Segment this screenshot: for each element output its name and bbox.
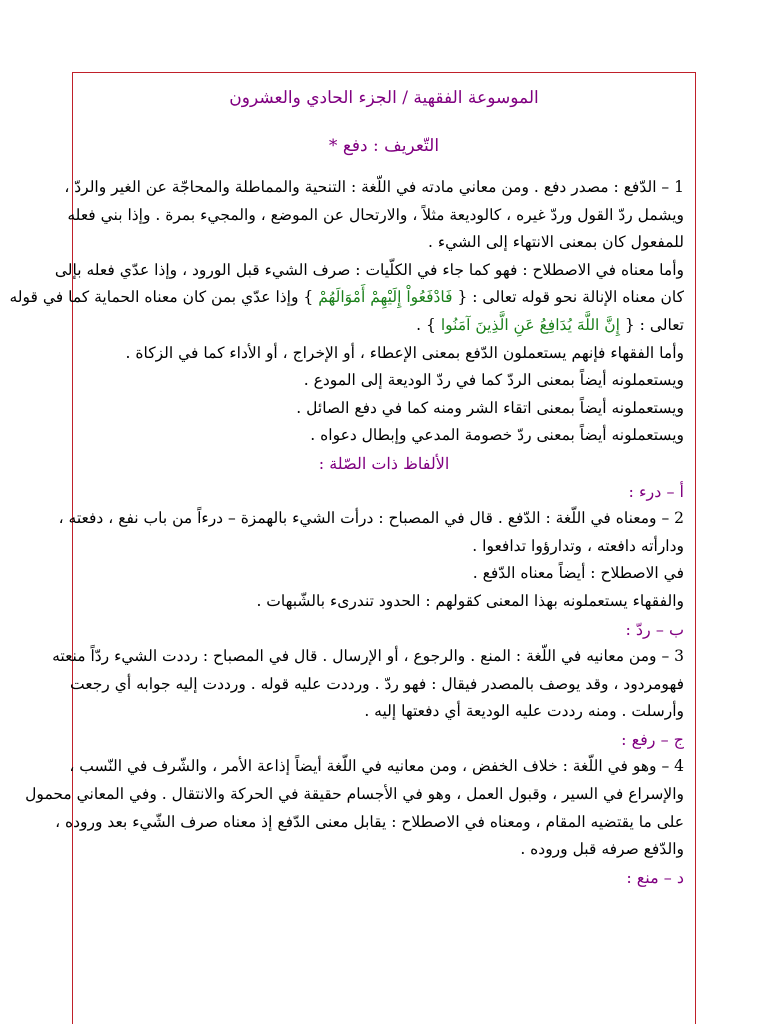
- text-line: والدّفع صرفه قبل وروده .: [520, 840, 684, 859]
- text-lines: [9, 174, 684, 891]
- text-line: ويشمل ردّ القول وردّ غيره ، كالوديعة مثلاً ، والارتحال عن الموضع ، والمجيء بمرة . وإذا بني فعله: [67, 205, 684, 224]
- entry-title: التّعريف : دفع *: [328, 136, 440, 156]
- document-title: الموسوعة الفقهية / الجزء الحادي والعشرون: [229, 88, 539, 108]
- text-line: وأما الفقهاء فإنهم يستعملون الدّفع بمعنى الإعطاء ، أو الإخراج ، أو الأداء كما في الزكاة .: [125, 343, 684, 362]
- text-line: وأرسلت . ومنه رددت عليه الوديعة أي دفعتها إليه .: [364, 702, 684, 721]
- section-heading: ج – رفع :: [621, 729, 684, 749]
- text-fragment: } .: [416, 315, 441, 334]
- quran-quote: فَادْفَعُواْ إِلَيْهِمْ أَمْوَالَهُمْ: [318, 288, 453, 307]
- section-heading: د – منع :: [626, 867, 684, 887]
- section-heading: ب – ردّ :: [625, 619, 684, 639]
- text-line: وأما معناه في الاصطلاح : فهو كما جاء في الكلّيات : صرف الشيء قبل الورود ، وإذا عدّي فعله بإلى: [54, 260, 684, 279]
- text-line: ويستعملونه أيضاً بمعنى الردّ كما في ردّ الوديعة إلى المودع .: [303, 371, 684, 390]
- section-heading: أ – درء :: [628, 481, 684, 501]
- text-fragment: } وإذا عدّي بمن كان معناه الحماية كما في قوله: [9, 288, 319, 307]
- text-line: [84, 312, 684, 340]
- text-line: 1 – الدّفع : مصدر دفع . ومن معاني مادته في اللّغة : التنحية والمماطلة والمحاجّة عن الغير والردّ ،: [64, 178, 684, 196]
- text-line: ودارأته دافعته ، وتدارؤوا تدافعوا .: [472, 536, 684, 555]
- section-heading: الألفاظ ذات الصّلة :: [318, 453, 450, 473]
- document-body: [9, 78, 684, 891]
- text-line: للمفعول كان بمعنى الانتهاء إلى الشيء .: [427, 233, 684, 252]
- text-line: 4 – وهو في اللّغة : خلاف الخفض ، ومن معانيه في اللّغة أيضاً إذاعة الأمر ، والشّرف في النّسب ،: [69, 757, 684, 776]
- text-line: ويستعملونه أيضاً بمعنى اتقاء الشر ومنه كما في دفع الصائل .: [296, 398, 684, 417]
- quran-quote: إِنَّ اللَّهَ يُدَافِعُ عَنِ الَّذِينَ آمَنُوا: [440, 315, 620, 334]
- text-line: [9, 284, 684, 312]
- text-line: في الاصطلاح : أيضاً معناه الدّفع .: [472, 564, 684, 583]
- text-line: على ما يقتضيه المقام ، ومعناه في الاصطلاح : يقابل معنى الدّفع إذ معناه صرف الشّيء بعد وروده ،: [55, 812, 684, 831]
- text-line: فهومردود ، وقد يوصف بالمصدر فيقال : فهو ردّ . ورددت عليه قوله . ورددت إليه جوابه أي رجعت: [70, 674, 684, 693]
- text-line: والإسراع في السير ، وقبول العمل ، وهو في الأجسام حقيقة في الحركة والانتقال . وفي المعاني محمول: [25, 785, 684, 804]
- text-line: ويستعملونه أيضاً بمعنى ردّ خصومة المدعي وإبطال دعواه .: [310, 426, 684, 445]
- text-fragment: كان معناه الإنالة نحو قوله تعالى : {: [452, 288, 684, 307]
- text-line: والفقهاء يستعملونه بهذا المعنى كقولهم : الحدود تندرىء بالشّبهات .: [256, 591, 684, 610]
- text-line: 2 – ومعناه في اللّغة : الدّفع . قال في المصباح : درأت الشيء بالهمزة – درءاً من باب نفع ، دفعته ،: [58, 509, 684, 528]
- text-line: 3 – ومن معانيه في اللّغة : المنع . والرجوع ، أو الإرسال . قال في المصباح : رددت الشيء ردّاً منعته: [52, 647, 684, 666]
- text-fragment: تعالى : {: [619, 315, 684, 334]
